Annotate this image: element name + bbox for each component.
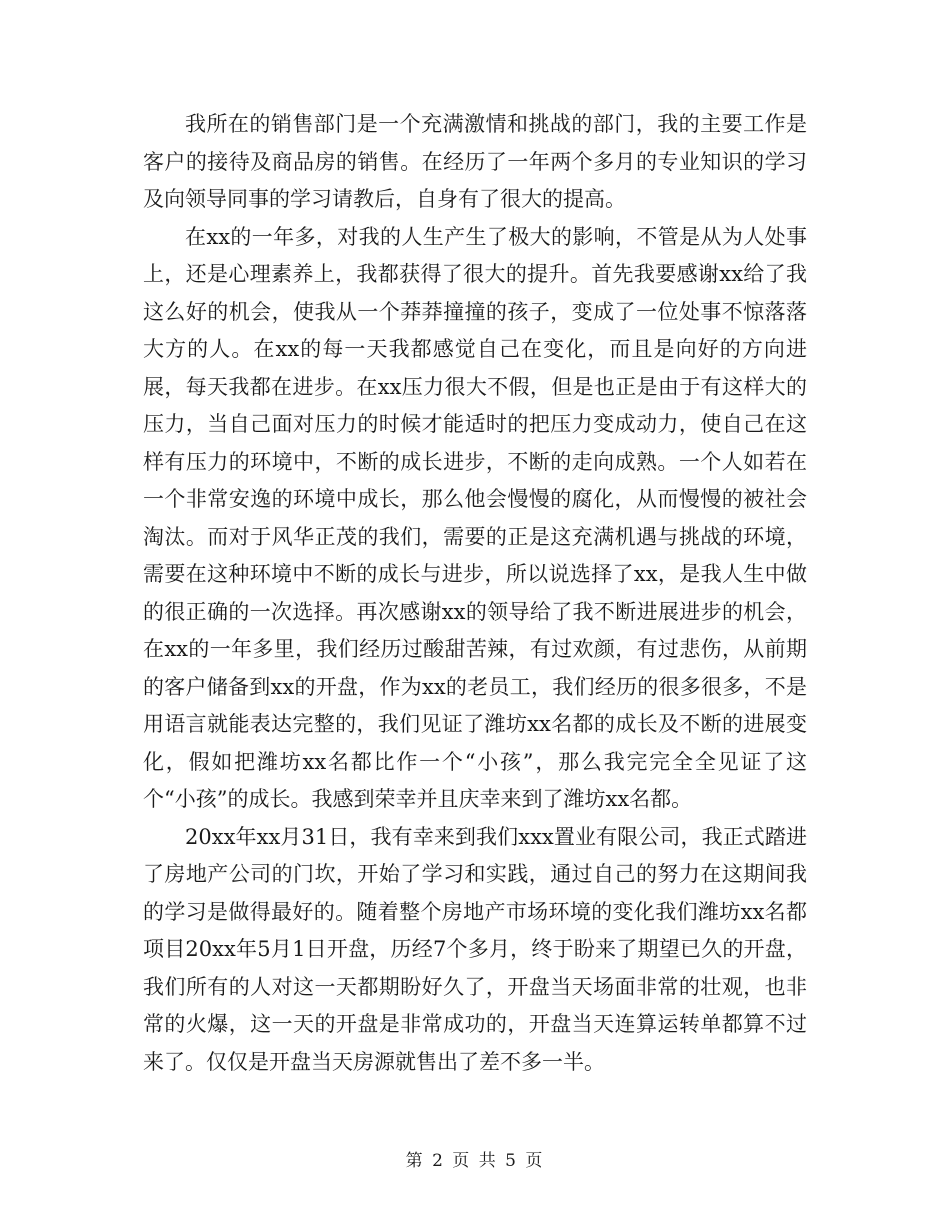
paragraph-3: 20xx年xx月31日，我有幸来到我们xxx置业有限公司，我正式踏进了房地产公司的门坎，开始了学习和实践，通过自己的努力在这期间我的学习是做得最好的。随着整个房地产市场环境的变化我们潍坊xx名都项目20xx年5月1日开盘，历经7个多月，终于盼来了期望已久的开盘，我们所有的人对这一天都期盼好久了，开盘当天场面非常的壮观，也非常的火爆，这一天的开盘是非常成功的，开盘当天连算运转单都算不过来了。仅仅是开盘当天房源就售出了差不多一半。 (143, 824, 807, 1074)
page-number-footer: 第 2 页 共 5 页 (405, 1151, 545, 1171)
paragraph-2: 在xx的一年多，对我的人生产生了极大的影响，不管是从为人处事上，还是心理素养上，我都获得了很大的提升。首先我要感谢xx给了我这么好的机会，使我从一个莽莽撞撞的孩子，变成了一位处事不惊落落大方的人。在xx的每一天我都感觉自己在变化，而且是向好的方向进展，每天我都在进步。在xx压力很大不假，但是也正是由于有这样大的压力，当自己面对压力的时候才能适时的把压力变成动力，使自己在这样有压力的环境中，不断的成长进步，不断的走向成熟。一个人如若在一个非常安逸的环境中成长，那么他会慢慢的腐化，从而慢慢的被社会淘汰。而对于风华正茂的我们，需要的正是这充满机遇与挑战的环境，需要在这种环境中不断的成长与进步，所以说选择了xx，是我人生中做的很正确的一次选择。再次感谢xx的领导给了我不断进展进步的机会，在xx的一年多里，我们经历过酸甜苦辣，有过欢颜，有过悲伤，从前期的客户储备到xx的开盘，作为xx的老员工，我们经历的很多很多，不是用语言就能表达完整的，我们见证了潍坊xx名都的成长及不断的进展变化，假如把潍坊xx名都比作一个“小孩”，那么我完完全全见证了这个“小孩”的成长。我感到荣幸并且庆幸来到了潍坊xx名都。 (143, 224, 807, 811)
paragraph-1: 我所在的销售部门是一个充满激情和挑战的部门，我的主要工作是客户的接待及商品房的销售。在经历了一年两个多月的专业知识的学习及向领导同事的学习请教后，自身有了很大的提高。 (143, 112, 807, 211)
document-body (143, 106, 807, 1081)
